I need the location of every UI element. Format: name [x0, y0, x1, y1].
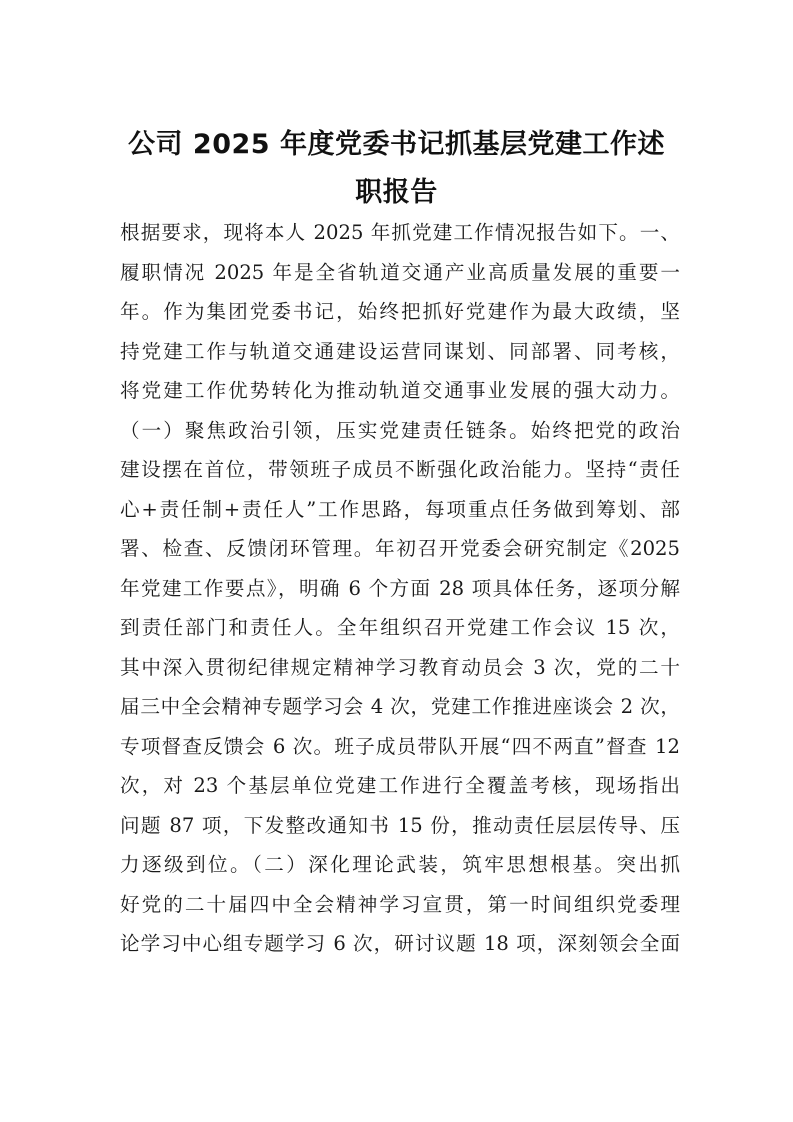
body-line: 根据要求，现将本人 2025 年抓党建工作情况报告如下。一、: [120, 221, 680, 244]
body-line: 持党建工作与轨道交通建设运营同谋划、同部署、同考核，: [120, 339, 680, 363]
body-line: 届三中全会精神专题学习会 4 次，党建工作推进座谈会 2 次，: [120, 695, 680, 718]
document-title-line-1: 公司 2025 年度党委书记抓基层党建工作述: [128, 129, 665, 160]
body-line: 年党建工作要点》，明确 6 个方面 28 项具体任务，逐项分解: [120, 576, 680, 600]
body-line: 到责任部门和责任人。全年组织召开党建工作会议 15 次，: [120, 616, 680, 639]
body-line: 次，对 23 个基层单位党建工作进行全覆盖考核，现场指出: [120, 774, 680, 797]
body-line: 署、检查、反馈闭环管理。年初召开党委会研究制定《2025: [120, 537, 680, 560]
body-line: 力逐级到位。（二）深化理论武装，筑牢思想根基。突出抓: [120, 853, 680, 876]
body-line: 专项督查反馈会 6 次。班子成员带队开展“四不两直”督查 12: [120, 734, 680, 758]
body-line: 将党建工作优势转化为推动轨道交通事业发展的强大动力。: [120, 379, 680, 402]
body-line: （一）聚焦政治引领，压实党建责任链条。始终把党的政治: [120, 418, 680, 442]
document-title-line-2: 职报告: [355, 177, 438, 208]
body-line: 心+责任制+责任人”工作思路，每项重点任务做到筹划、部: [120, 497, 680, 521]
body-line: 论学习中心组专题学习 6 次，研讨议题 18 项，深刻领会全面: [120, 932, 680, 955]
body-line: 其中深入贯彻纪律规定精神学习教育动员会 3 次，党的二十: [120, 655, 680, 679]
body-line: 好党的二十届四中全会精神学习宣贯，第一时间组织党委理: [120, 892, 680, 916]
document-body: [120, 213, 680, 964]
body-line: 问题 87 项，下发整改通知书 15 份，推动责任层层传导、压: [120, 813, 680, 837]
body-line: 年。作为集团党委书记，始终把抓好党建作为最大政绩，坚: [120, 300, 680, 323]
body-line: 建设摆在首位，带领班子成员不断强化政治能力。坚持“责任: [120, 458, 680, 481]
body-line: 履职情况 2025 年是全省轨道交通产业高质量发展的重要一: [120, 260, 680, 284]
